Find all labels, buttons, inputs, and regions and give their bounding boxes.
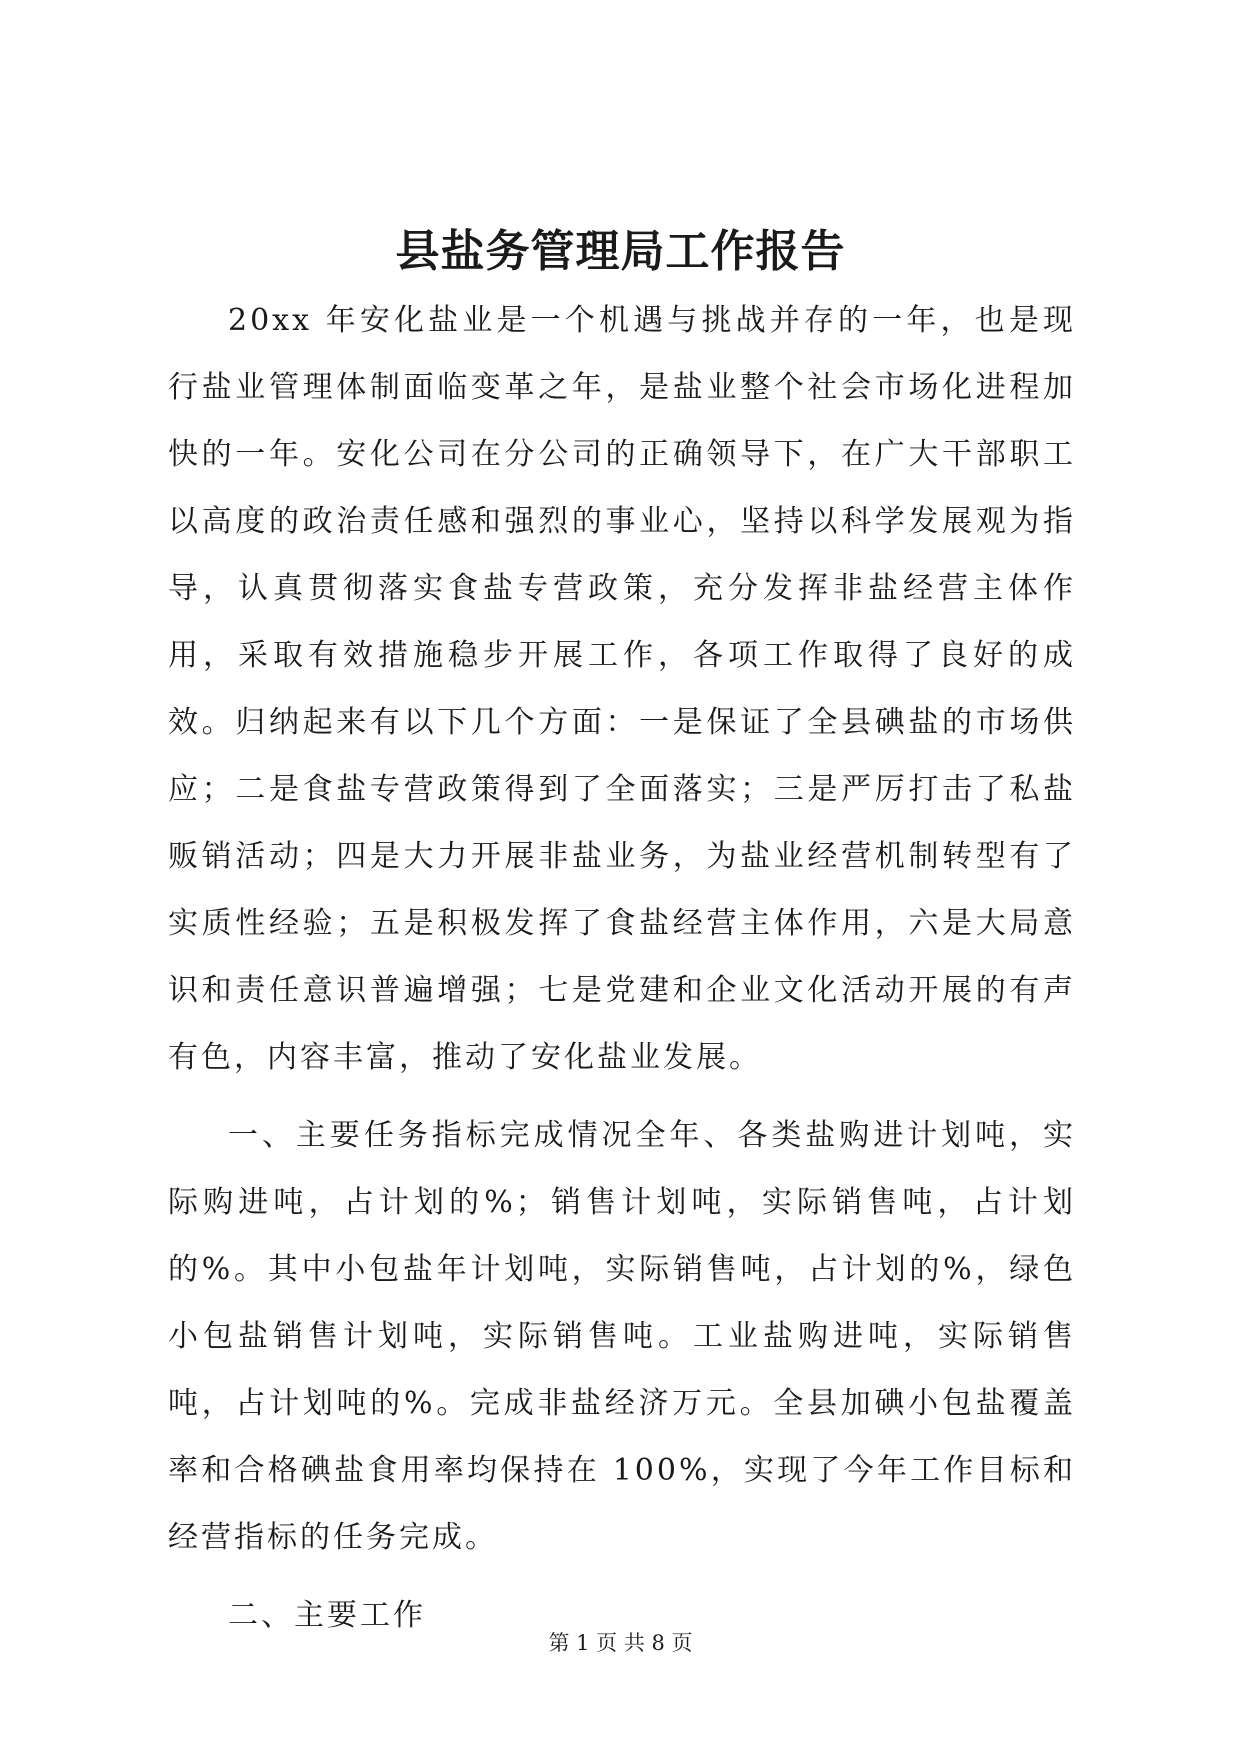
paragraph-section-two-heading: 二、主要工作 — [228, 1598, 426, 1633]
paragraph-section-one: 一、主要任务指标完成情况全年、各类盐购进计划吨，实际购进吨，占计划的%；销售计划吨，实际销售吨，占计划的%。其中小包盐年计划吨，实际销售吨，占计划的%，绿色小包盐销售计划吨，实际销售吨。工业盐购进吨，实际销售吨，占计划吨的%。完成非盐经济万元。全县加碘小包盐覆盖率和合格碘盐食用率均保持在 100%，实现了今年工作目标和经营指标的任务完成。 — [168, 1118, 1076, 1555]
document-body — [168, 287, 1076, 1649]
paragraph-intro: 20xx 年安化盐业是一个机遇与挑战并存的一年，也是现行盐业管理体制面临变革之年，是盐业整个社会市场化进程加快的一年。安化公司在分公司的正确领导下，在广大干部职工以高度的政治责任感和强烈的事业心，坚持以科学发展观为指导，认真贯彻落实食盐专营政策，充分发挥非盐经营主体作用，采取有效措施稳步开展工作，各项工作取得了良好的成效。归纳起来有以下几个方面：一是保证了全县碘盐的市场供应；二是食盐专营政策得到了全面落实；三是严厉打击了私盐贩销活动；四是大力开展非盐业务，为盐业经营机制转型有了实质性经验；五是积极发挥了食盐经营主体作用，六是大局意识和责任意识普遍增强；七是党建和企业文化活动开展的有声有色，内容丰富，推动了安化盐业发展。 — [168, 303, 1076, 1075]
document-title: 县盐务管理局工作报告 — [395, 226, 846, 277]
page-number-footer: 第 1 页 共 8 页 — [548, 1631, 693, 1655]
